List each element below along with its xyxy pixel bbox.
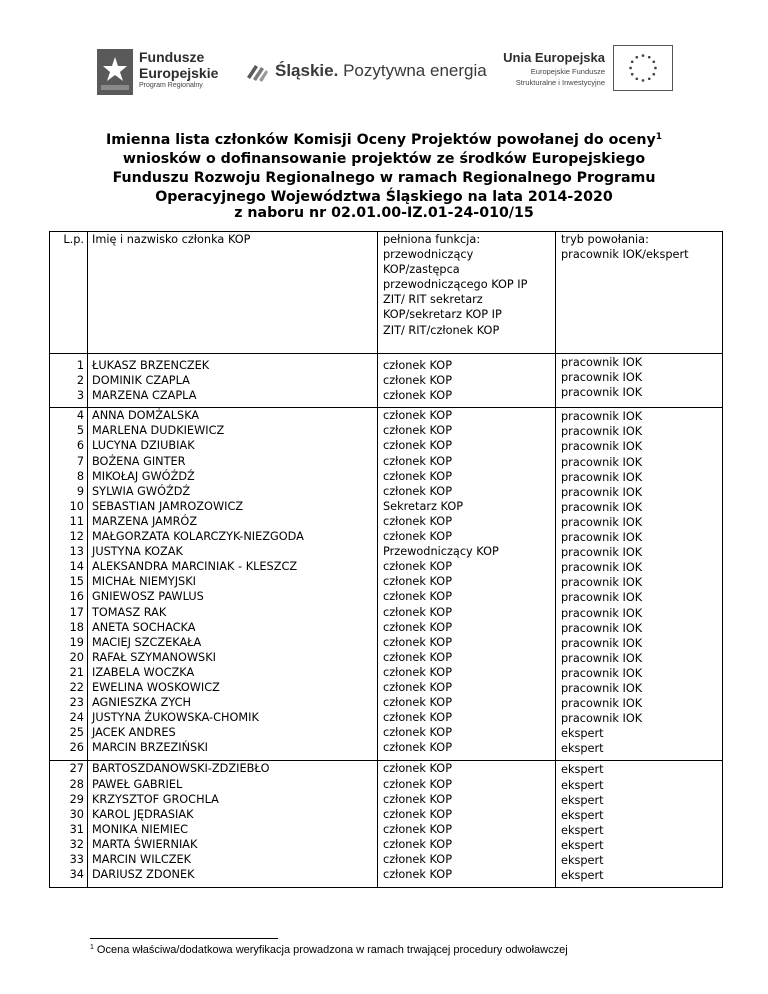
cell-lp: 30 [69,807,84,821]
cell-function: członek KOP [383,777,453,791]
cell-name: EWELINA WOSKOWICZ [92,680,220,694]
header-mode-line: tryb powołania: [561,233,649,246]
document-title [40,131,728,207]
cell-name: MAŁGORZATA KOLARCZYK-NIEZGODA [92,530,304,544]
cell-lp: 31 [69,822,84,836]
header-mode [556,232,723,354]
cell-function: członek KOP [383,792,453,806]
cell-mode: pracownik IOK [561,651,643,665]
cell-function: członek KOP [383,807,453,821]
header-function-line: KOP/sekretarz KOP IP [383,308,502,322]
cell-name: LUCYNA DZIUBIAK [92,439,195,453]
call-number: z naboru nr 02.01.00-IZ.01-24-010/15 [234,205,534,221]
column-cell-name [88,761,378,888]
cell-name: SEBASTIAN JAMROZOWICZ [92,499,244,513]
cell-name: IZABELA WOCZKA [92,665,195,679]
cell-function: członek KOP [383,389,453,403]
cell-function: członek KOP [383,696,453,710]
cell-mode: ekspert [561,793,604,807]
cell-mode: pracownik IOK [561,606,643,620]
slaskie-logo [245,57,487,87]
eu-flag-icon [613,45,673,91]
cell-function: członek KOP [383,424,453,438]
cell-mode: pracownik IOK [561,531,643,545]
cell-function: członek KOP [383,514,453,528]
cell-lp: 7 [76,454,84,468]
cell-mode: pracownik IOK [561,371,643,385]
cell-lp: 29 [69,792,84,806]
header-function-line: przewodniczącego KOP IP [383,278,528,292]
cell-lp: 3 [76,389,84,403]
footnote-rule [90,938,278,939]
cell-mode: pracownik IOK [561,386,643,400]
cell-function: członek KOP [383,868,453,882]
cell-function: członek KOP [383,409,453,423]
cell-function: członek KOP [383,439,453,453]
header-function-line: KOP/zastępca [383,263,460,277]
cell-function: członek KOP [383,575,453,589]
cell-function: członek KOP [383,469,453,483]
table-header-row [50,232,723,354]
cell-name: JUSTYNA KOZAK [92,545,183,559]
cell-lp: 8 [76,469,84,483]
header-function [378,232,556,354]
cell-lp: 9 [76,484,84,498]
cell-name: MARZENA JAMRÓZ [92,514,198,528]
cell-lp: 1 [76,359,84,372]
cell-name: SYLWIA GWÓŹDŹ [92,484,191,498]
cell-mode: pracownik IOK [561,440,643,454]
cell-lp: 4 [76,409,84,423]
cell-lp: 6 [76,439,84,453]
column-cell-lp [50,761,88,888]
cell-mode: pracownik IOK [561,470,643,484]
fe-line3: Program Regionalny [139,82,203,89]
cell-name: KAROL JĘDRASIAK [92,807,194,821]
cell-name: KRZYSZTOF GROCHLA [92,792,219,806]
cell-mode: pracownik IOK [561,546,643,560]
cell-name: MIKOŁAJ GWÓŹDŹ [92,469,195,483]
cell-name: ANNA DOMŻALSKA [92,409,200,423]
logo-strip [93,41,676,103]
eu-line1: Unia Europejska [503,50,605,65]
table-row-group [50,761,723,888]
fundusze-europejskie-logo [93,43,223,101]
eu-line3: Strukturalne i Inwestycyjne [515,78,605,87]
header-function-line: ZIT/ RIT sekretarz [383,293,483,307]
cell-mode: pracownik IOK [561,425,643,439]
column-cell-function [378,408,556,761]
fe-line1: Fundusze [139,49,205,65]
cell-name: MONIKA NIEMIEC [92,822,188,836]
cell-lp: 28 [69,777,84,791]
cell-function: członek KOP [383,853,453,866]
footnote-ref: 1 [655,132,662,142]
cell-mode: pracownik IOK [561,681,643,695]
cell-mode: pracownik IOK [561,500,643,514]
cell-function: członek KOP [383,665,453,679]
cell-name: RAFAŁ SZYMANOWSKI [92,650,216,664]
cell-name: MACIEJ SZCZEKAŁA [92,635,202,649]
cell-name: AGNIESZKA ZYCH [92,696,192,710]
cell-name: MARZENA CZAPLA [92,389,197,403]
cell-name: MARTA ŚWIERNIAK [92,837,198,851]
cell-function: członek KOP [383,454,453,468]
column-cell-function [378,761,556,888]
slaskie-bold: Śląskie. [275,61,339,80]
cell-mode: pracownik IOK [561,697,643,711]
cell-lp: 12 [69,530,84,544]
cell-function: Sekretarz KOP [383,499,464,513]
cell-name: MARCIN WILCZEK [92,853,191,866]
cell-lp: 10 [69,499,84,513]
eu-line2: Europejskie Fundusze [530,67,605,76]
cell-function: członek KOP [383,680,453,694]
column-cell-lp [50,408,88,761]
cell-lp: 2 [76,374,84,388]
cell-name: DOMINIK CZAPLA [92,374,190,388]
cell-function: członek KOP [383,711,453,725]
title-line-4: Operacyjnego Województwa Śląskiego na lata 2014-2020 [155,189,613,205]
cell-mode: ekspert [561,808,604,822]
cell-lp: 27 [69,762,84,776]
cell-function: członek KOP [383,635,453,649]
cell-function: członek KOP [383,359,453,372]
column-cell-mode [556,761,723,888]
column-cell-name [88,408,378,761]
footnote-text: Ocena właściwa/dodatkowa weryfikacja prowadzona w ramach trwającej procedury odwoławczej [96,944,568,956]
cell-name: DARIUSZ ZDONEK [92,868,195,882]
cell-function: członek KOP [383,605,453,619]
cell-lp: 20 [69,650,84,664]
cell-lp: 19 [69,635,84,649]
header-function-line: ZIT/ RIT/członek KOP [383,323,500,337]
cell-lp: 23 [69,696,84,710]
cell-lp: 26 [69,741,84,755]
cell-mode: ekspert [561,854,604,867]
cell-mode: pracownik IOK [561,455,643,469]
column-cell-function [378,354,556,408]
fe-line2: Europejskie [139,65,219,81]
cell-function: członek KOP [383,560,453,574]
slaskie-rest: Pozytywna energia [343,61,487,80]
fe-star-icon [97,49,133,95]
cell-function: członek KOP [383,484,453,498]
cell-function: członek KOP [383,762,453,776]
cell-mode: ekspert [561,727,604,741]
cell-mode: pracownik IOK [561,576,643,590]
cell-mode: pracownik IOK [561,485,643,499]
cell-name: ŁUKASZ BRZENCZEK [92,359,210,372]
header-name: Imię i nazwisko członka KOP [88,232,378,354]
cell-mode: pracownik IOK [561,515,643,529]
cell-function: członek KOP [383,620,453,634]
slaskie-wave-icon [245,61,269,83]
cell-function: członek KOP [383,822,453,836]
footnote [90,944,568,956]
cell-lp: 5 [76,424,84,438]
eu-logo-text [485,49,605,88]
cell-lp: 34 [69,868,84,882]
cell-mode: pracownik IOK [561,410,643,424]
cell-function: członek KOP [383,374,453,388]
title-line-1: Imienna lista członków Komisji Oceny Projektów powołanej do oceny [106,132,656,148]
cell-function: członek KOP [383,530,453,544]
cell-mode: ekspert [561,742,604,756]
title-line-2: wniosków o dofinansowanie projektów ze środków Europejskiego [122,151,646,167]
cell-lp: 33 [69,853,84,866]
header-mode-line: pracownik IOK/ekspert [561,248,689,262]
cell-function: członek KOP [383,837,453,851]
cell-lp: 24 [69,711,84,725]
cell-name: MARLENA DUDKIEWICZ [92,424,225,438]
cell-function: członek KOP [383,741,453,755]
header-function-line: przewodniczący [383,248,474,262]
table-row-group [50,354,723,408]
cell-function: członek KOP [383,726,453,740]
cell-name: ALEKSANDRA MARCINIAK - KLESZCZ [92,560,298,574]
cell-mode: pracownik IOK [561,591,643,605]
cell-function: członek KOP [383,590,453,604]
footnote-number: 1 [90,944,94,951]
cell-name: TOMASZ RAK [92,605,167,619]
cell-mode: ekspert [561,778,604,792]
cell-lp: 18 [69,620,84,634]
cell-mode: pracownik IOK [561,666,643,680]
cell-mode: ekspert [561,869,604,883]
header-function-line: pełniona funkcja: [383,233,481,246]
column-cell-mode [556,408,723,761]
cell-name: MARCIN BRZEZIŃSKI [92,741,208,755]
table-row-group [50,408,723,761]
cell-mode: ekspert [561,823,604,837]
cell-mode: pracownik IOK [561,356,643,369]
column-cell-mode [556,354,723,408]
cell-lp: 32 [69,837,84,851]
cell-lp: 22 [69,680,84,694]
members-table [49,231,723,888]
cell-name: ANETA SOCHACKA [92,620,196,634]
cell-name: JUSTYNA ŻUKOWSKA-CHOMIK [92,711,259,725]
cell-function: członek KOP [383,650,453,664]
cell-lp: 25 [69,726,84,740]
cell-lp: 15 [69,575,84,589]
cell-name: PAWEŁ GABRIEL [92,777,183,791]
header-lp: L.p. [50,232,88,354]
cell-lp: 21 [69,665,84,679]
cell-mode: pracownik IOK [561,712,643,726]
cell-lp: 13 [69,545,84,559]
cell-name: BOŻENA GINTER [92,454,186,468]
cell-mode: pracownik IOK [561,636,643,650]
cell-lp: 16 [69,590,84,604]
column-cell-name [88,354,378,408]
cell-name: MICHAŁ NIEMYJSKI [92,575,196,589]
column-cell-lp [50,354,88,408]
cell-lp: 11 [69,514,84,528]
title-line-3: Funduszu Rozwoju Regionalnego w ramach Regionalnego Programu [112,170,656,186]
cell-mode: pracownik IOK [561,561,643,575]
cell-name: JACEK ANDRES [92,726,176,740]
cell-mode: ekspert [561,763,604,777]
cell-mode: pracownik IOK [561,621,643,635]
cell-lp: 14 [69,560,84,574]
cell-mode: ekspert [561,838,604,852]
cell-name: GNIEWOSZ PAWLUS [92,590,204,604]
cell-lp: 17 [69,605,84,619]
cell-function: Przewodniczący KOP [383,545,499,559]
cell-name: BARTOSZDANOWSKI-ZDZIEBŁO [92,762,270,776]
